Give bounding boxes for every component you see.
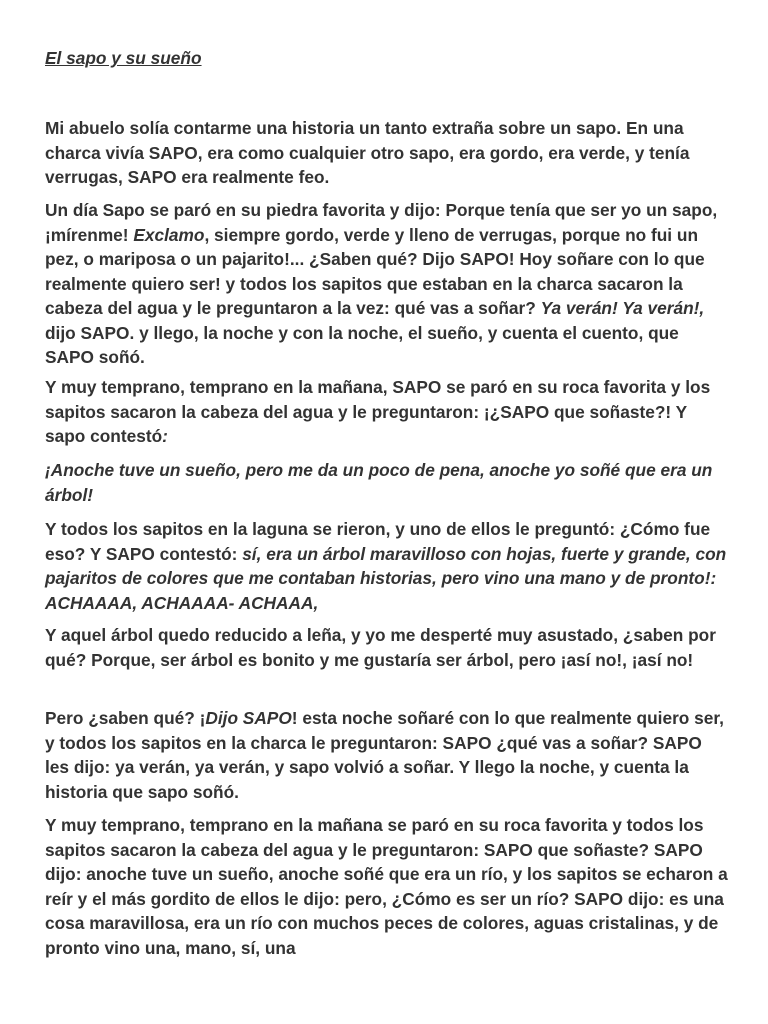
emphasis-text: Dijo SAPO xyxy=(205,708,292,728)
paragraph-text: dijo SAPO. y llego, la noche y con la noche, el sueño, y cuenta el cuento, que SAPO soñó. xyxy=(45,322,679,367)
paragraph-5 xyxy=(45,517,730,615)
paragraph-text: Mi abuelo solía contarme una historia un tanto extraña sobre un sapo. En una charca vivía SAPO, era como cualquier otro sapo, era gordo, era verde, y tenía verrugas, SAPO era realmente feo. xyxy=(45,118,690,187)
paragraph-8 xyxy=(45,813,730,960)
emphasis-text: sí, era un árbol maravilloso con hojas, fuerte y grande, con pajaritos de colores que me contaban historias, pero vino una mano y de pronto!: ACHAAAA, ACHAAAA- ACHAAA, xyxy=(45,543,727,613)
paragraph-text: Un día Sapo se paró en su piedra favorita y dijo: Porque tenía que ser yo un sapo, ¡mírenme! xyxy=(45,200,718,245)
paragraph-text: Pero ¿saben qué? ¡ xyxy=(45,708,206,728)
paragraph-text: , siempre gordo, verde y lleno de verrugas, porque no fui un pez, o mariposa o un pajarito!... ¿Saben qué? Dijo SAPO! Hoy soñare con lo que realmente quiero ser! y todos los sapitos que estaban en la charca sacaron la cabeza del agua y le preguntaron a la vez: qué vas a soñar? xyxy=(45,224,705,318)
document-title: El sapo y su sueño xyxy=(45,48,202,68)
emphasis-text: Ya verán! Ya verán!, xyxy=(540,298,705,318)
paragraph-text: Y aquel árbol quedo reducido a leña, y yo me desperté muy asustado, ¿saben por qué? Porque, ser árbol es bonito y me gustaría ser árbol, pero ¡así no!, ¡así no! xyxy=(45,625,716,670)
paragraph-4 xyxy=(45,458,730,507)
emphasis-text: Exclamo xyxy=(133,224,205,245)
paragraph-text: Y muy temprano, temprano en la mañana, SAPO se paró en su roca favorita y los sapitos sacaron la cabeza del agua y le preguntaron: ¡¿SAPO que soñaste?! Y sapo contestó xyxy=(45,377,711,446)
paragraph-text: Y muy temprano, temprano en la mañana se paró en su roca favorita y todos los sapitos sacaron la cabeza del agua y le preguntaron: SAPO que soñaste? SAPO dijo: anoche tuve un sueño, anoche soñé que era un río, y los sapitos se echaron a reír y el más gordito de ellos le dijo: pero, ¿Cómo es ser un río? SAPO dijo: es una cosa maravillosa, era un río con muchos peces de colores, aguas cristalinas, y de pronto vino una, mano, sí, una xyxy=(45,815,728,958)
paragraph-3 xyxy=(45,375,730,449)
paragraph-7 xyxy=(45,706,730,804)
paragraph-text: ¡Anoche tuve un sueño, pero me da un poco de pena, anoche yo soñé que era un árbol! xyxy=(45,460,713,505)
paragraph-2 xyxy=(45,198,730,370)
emphasis-text: : xyxy=(162,426,168,446)
paragraph-text: Y todos los sapitos en la laguna se rieron, y uno de ellos le preguntó: ¿Cómo fue eso? Y SAPO contestó: xyxy=(45,519,711,564)
paragraph-6 xyxy=(45,623,730,672)
paragraph-1 xyxy=(45,116,730,190)
paragraph-text: ! esta noche soñaré con lo que realmente quiero ser, y todos los sapitos en la charca le preguntaron: SAPO ¿qué vas a soñar? SAPO les dijo: ya verán, ya verán, y sapo volvió a soñar. Y llego la noche, y cuenta la historia que sapo soñó. xyxy=(45,708,724,802)
